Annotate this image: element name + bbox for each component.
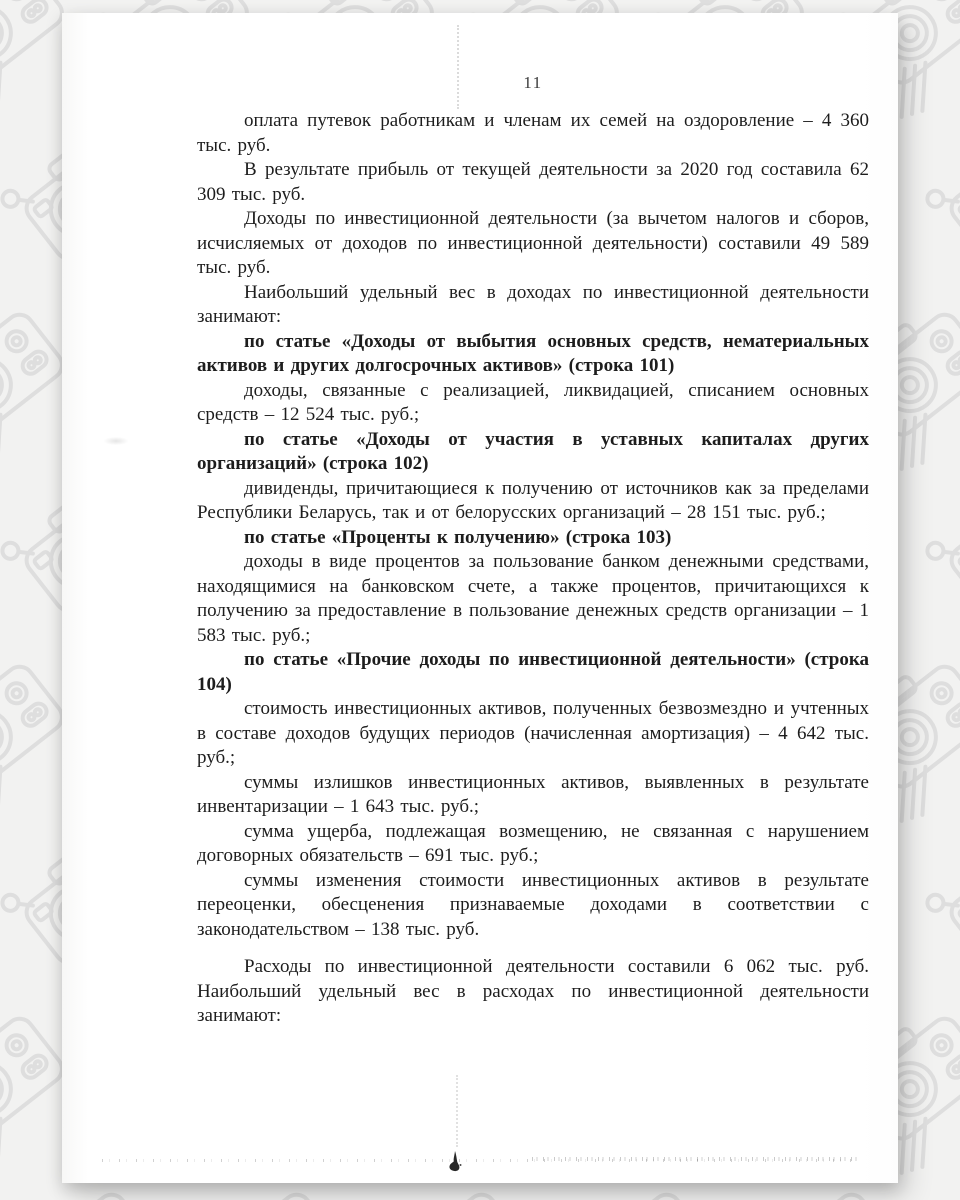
paragraph: сумма ущерба, подлежащая возмещению, не связанная с нарушением договорных обязательств – 691 тыс. руб.;	[197, 820, 869, 866]
fold-mark-bottom	[456, 1075, 458, 1147]
ink-blot	[448, 1151, 462, 1172]
paragraph: доходы в виде процентов за пользование банком денежными средствами, находящимися на банковском счете, а также процентов, причитающихся к получению за предоставление в пользование денежных средств организации – 1 583 тыс. руб.;	[197, 551, 869, 646]
page-number: 11	[523, 73, 543, 92]
fold-mark-top	[457, 25, 459, 109]
paragraph: суммы излишков инвестиционных активов, выявленных в результате инвентаризации – 1 643 тыс. руб.;	[197, 771, 869, 817]
paragraph: по статье «Прочие доходы по инвестиционной деятельности» (строка 104)	[197, 649, 869, 695]
paragraph: Наибольший удельный вес в доходах по инвестиционной деятельности занимают:	[197, 281, 869, 327]
document-page	[62, 13, 898, 1183]
paragraph: суммы изменения стоимости инвестиционных активов в результате переоценки, обесценения признаваемые доходами в соответствии с законодательством – 138 тыс. руб.	[197, 869, 869, 940]
paragraph: по статье «Доходы от выбытия основных средств, нематериальных активов и других долгосрочных активов» (строка 101)	[197, 330, 869, 376]
scan-noise-row-dense	[532, 1157, 862, 1161]
document-body	[197, 109, 869, 1029]
paragraph: дивиденды, причитающиеся к получению от источников как за пределами Республики Беларусь, так и от белорусских организаций – 28 151 тыс. руб.;	[197, 477, 869, 523]
paragraph: оплата путевок работникам и членам их семей на оздоровление – 4 360 тыс. руб.	[197, 110, 869, 156]
paragraph: Доходы по инвестиционной деятельности (за вычетом налогов и сборов, исчисляемых от доходов по инвестиционной деятельности) составили 49 589 тыс. руб.	[197, 208, 869, 278]
paragraph: Расходы по инвестиционной деятельности составили 6 062 тыс. руб. Наибольший удельный вес в расходах по инвестиционной деятельности занимают:	[197, 956, 869, 1026]
paragraph: доходы, связанные с реализацией, ликвидацией, списанием основных средств – 12 524 тыс. руб.;	[197, 379, 869, 425]
scan-smudge	[98, 435, 134, 447]
paragraph: по статье «Доходы от участия в уставных капиталах других организаций» (строка 102)	[197, 428, 869, 474]
paragraph: по статье «Проценты к получению» (строка 103)	[244, 526, 672, 548]
paragraph: стоимость инвестиционных активов, полученных безвозмездно и учтенных в составе доходов будущих периодов (начисленная амортизация) – 4 642 тыс. руб.;	[197, 698, 869, 768]
paragraph: В результате прибыль от текущей деятельности за 2020 год составила 62 309 тыс. руб.	[197, 159, 869, 205]
